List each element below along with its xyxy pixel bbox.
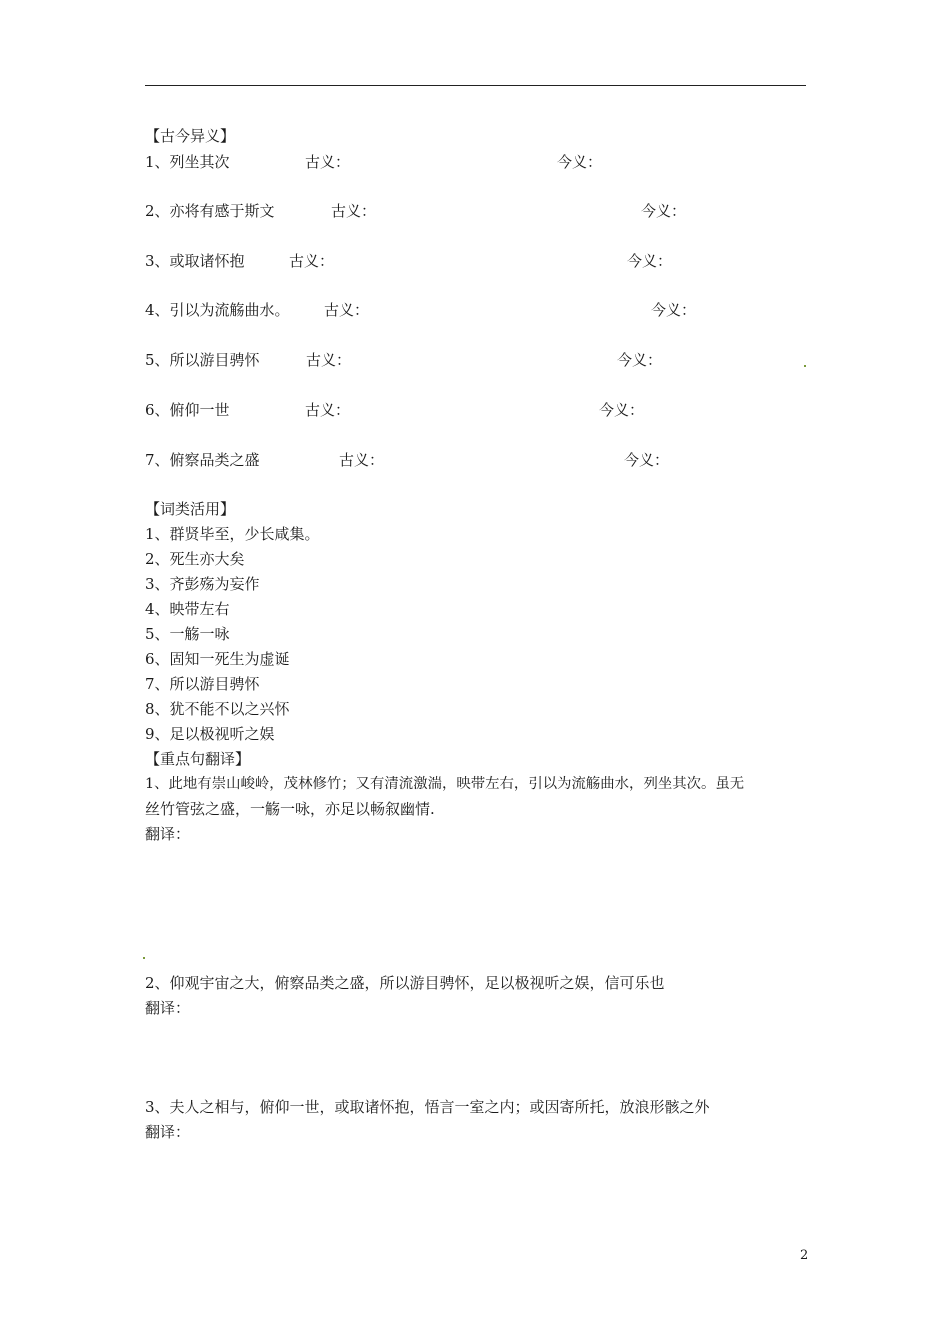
cilei-item-3: 3、齐彭殇为妄作	[145, 575, 260, 593]
gu-label: 古义：	[324, 301, 370, 319]
fanyi-label: 翻译：	[145, 999, 191, 1017]
section-heading-gujin: 【古今异义】	[145, 127, 236, 145]
translation-item-2: 2、仰观宇宙之大，俯察品类之盛，所以游目骋怀，足以极视听之娱，信可乐也	[145, 974, 665, 992]
jin-label: 今义：	[617, 351, 663, 369]
fanyi-label: 翻译：	[145, 825, 191, 843]
gujin-item-2: 2、亦将有感于斯文	[145, 202, 275, 220]
gu-label: 古义：	[305, 153, 351, 171]
translation-item-1-line-2: 丝竹管弦之盛，一觞一咏，亦足以畅叙幽情.	[145, 800, 435, 818]
cilei-item-9: 9、足以极视听之娱	[145, 725, 275, 743]
gu-label: 古义：	[339, 451, 385, 469]
cilei-item-5: 5、一觞一咏	[145, 625, 230, 643]
gujin-item-7: 7、俯察品类之盛	[145, 451, 260, 469]
cilei-item-8: 8、犹不能不以之兴怀	[145, 700, 290, 718]
gu-label: 古义：	[306, 351, 352, 369]
cilei-item-4: 4、映带左右	[145, 600, 230, 618]
gujin-item-3: 3、或取诸怀抱	[145, 252, 245, 270]
gu-label: 古义：	[289, 252, 335, 270]
gu-label: 古义：	[305, 401, 351, 419]
jin-label: 今义：	[557, 153, 603, 171]
cilei-item-6: 6、固知一死生为虚诞	[145, 650, 290, 668]
jin-label: 今义：	[624, 451, 670, 469]
header-rule	[145, 85, 806, 86]
cilei-item-7: 7、所以游目骋怀	[145, 675, 260, 693]
gujin-item-4: 4、引以为流觞曲水。	[145, 301, 290, 319]
section-heading-fanyi: 【重点句翻译】	[145, 750, 251, 768]
page-number: 2	[800, 1248, 809, 1263]
gujin-item-5: 5、所以游目骋怀	[145, 351, 260, 369]
stray-mark	[143, 957, 145, 959]
gu-label: 古义：	[331, 202, 377, 220]
section-heading-cilei: 【词类活用】	[145, 500, 236, 518]
translation-item-3: 3、夫人之相与，俯仰一世，或取诸怀抱，悟言一室之内；或因寄所托，放浪形骸之外	[145, 1098, 710, 1116]
cilei-item-1: 1、群贤毕至，少长咸集。	[145, 525, 320, 543]
jin-label: 今义：	[627, 252, 673, 270]
stray-mark	[804, 365, 806, 367]
translation-item-1-line-1: 1、此地有崇山峻岭，茂林修竹；又有清流激湍，映带左右，引以为流觞曲水，列坐其次。虽无	[145, 776, 745, 792]
gujin-item-6: 6、俯仰一世	[145, 401, 230, 419]
jin-label: 今义：	[641, 202, 687, 220]
jin-label: 今义：	[599, 401, 645, 419]
gujin-item-1: 1、列坐其次	[145, 153, 230, 171]
jin-label: 今义：	[651, 301, 697, 319]
cilei-item-2: 2、死生亦大矣	[145, 550, 245, 568]
fanyi-label: 翻译：	[145, 1123, 191, 1141]
